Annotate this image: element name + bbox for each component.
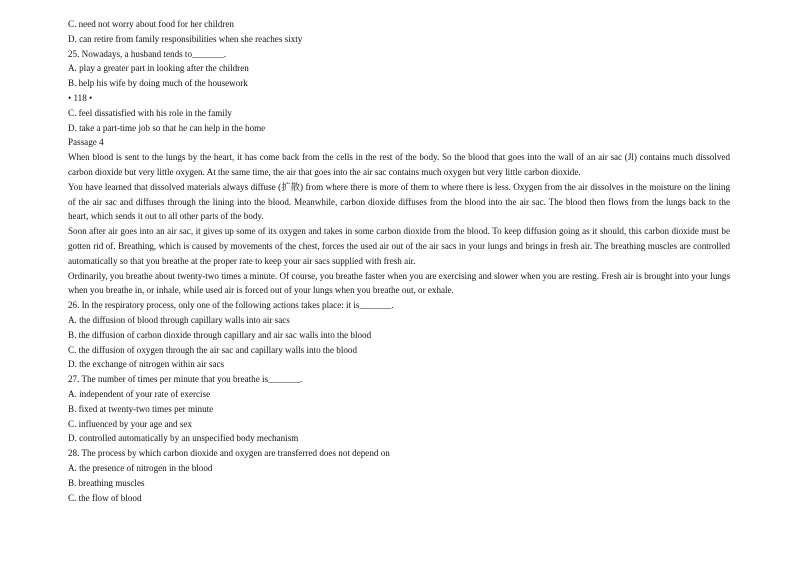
option-a-q28: A. the presence of nitrogen in the blood <box>68 462 213 473</box>
passage-heading: Passage 4 <box>68 137 104 148</box>
option-a-q27: A. independent of your rate of exercise <box>68 388 211 399</box>
page-number: • 118 • <box>68 92 93 103</box>
option-c-q26: C. the diffusion of oxygen through the air sac and capillary walls into the blood <box>68 344 358 355</box>
question-26: 26. In the respiratory process, only one of the following actions takes place: it is_______. <box>68 300 394 311</box>
option-a-q25: A. play a greater part in looking after the children <box>68 63 249 74</box>
option-c-q24: C. need not worry about food for her children <box>68 19 234 29</box>
option-c-q27: C. influenced by your age and sex <box>68 418 192 429</box>
passage-paragraph-1: When blood is sent to the lungs by the heart, it has come back from the cells in the rest of the body. So the blood that goes into the wall of an air sac (Jl) contains much dissolved carbon dioxide but very little oxygen. At the same time, the air that goes into the air sac contains much oxygen but very little carbon dioxide. <box>68 152 730 177</box>
option-b-q25: B. help his wife by doing much of the housework <box>68 78 248 89</box>
document-page <box>68 17 730 505</box>
option-b-q27: B. fixed at twenty-two times per minute <box>68 403 214 414</box>
question-25: 25. Nowadays, a husband tends to_______. <box>68 48 227 59</box>
passage-paragraph-2: You have learned that dissolved materials always diffuse (扩散) from where there is more of them to where there is less. Oxygen from the air dissolves in the moisture on the lining of the air sac and diffuses through the lining into the blood. Meanwhile, carbon dioxide diffuses from the blood into the air sac. The blood then flows from the lungs back to the heart, which sends it out to all other parts of the body. <box>68 181 730 222</box>
passage-paragraph-3: Soon after air goes into an air sac, it gives up some of its oxygen and takes in some carbon dioxide from the blood. To keep diffusion going as it should, this carbon dioxide must be gotten rid of. Breathing, which is caused by movements of the chest, forces the used air out of the air sacs in your lungs and brings in fresh air. The breathing muscles are controlled automatically so that you breathe at the proper rate to keep your air sacs supplied with fresh air. <box>68 226 730 266</box>
question-28: 28. The process by which carbon dioxide and oxygen are transferred does not depend on <box>68 448 390 459</box>
question-27: 27. The number of times per minute that you breathe is_______. <box>68 374 303 385</box>
option-a-q26: A. the diffusion of blood through capillary walls into air sacs <box>68 314 290 325</box>
option-c-q25: C. feel dissatisfied with his role in the family <box>68 107 232 118</box>
passage-paragraph-4: Ordinarily, you breathe about twenty-two times a minute. Of course, you breathe faster when you are exercising and slower when you are resting. Fresh air is brought into your lungs when you breathe in, or inhale, while used air is forced out of your lungs when you breathe out, or exhale. <box>68 270 730 296</box>
option-d-q25: D. take a part-time job so that he can help in the home <box>68 122 266 133</box>
option-d-q24: D. can retire from family responsibilities when she reaches sixty <box>68 33 303 44</box>
option-b-q26: B. the diffusion of carbon dioxide through capillary and air sac walls into the blood <box>68 329 372 340</box>
option-d-q27: D. controlled automatically by an unspecified body mechanism <box>68 433 299 444</box>
option-c-q28: C. the flow of blood <box>68 492 142 503</box>
option-d-q26: D. the exchange of nitrogen within air sacs <box>68 359 225 370</box>
option-b-q28: B. breathing muscles <box>68 477 145 488</box>
